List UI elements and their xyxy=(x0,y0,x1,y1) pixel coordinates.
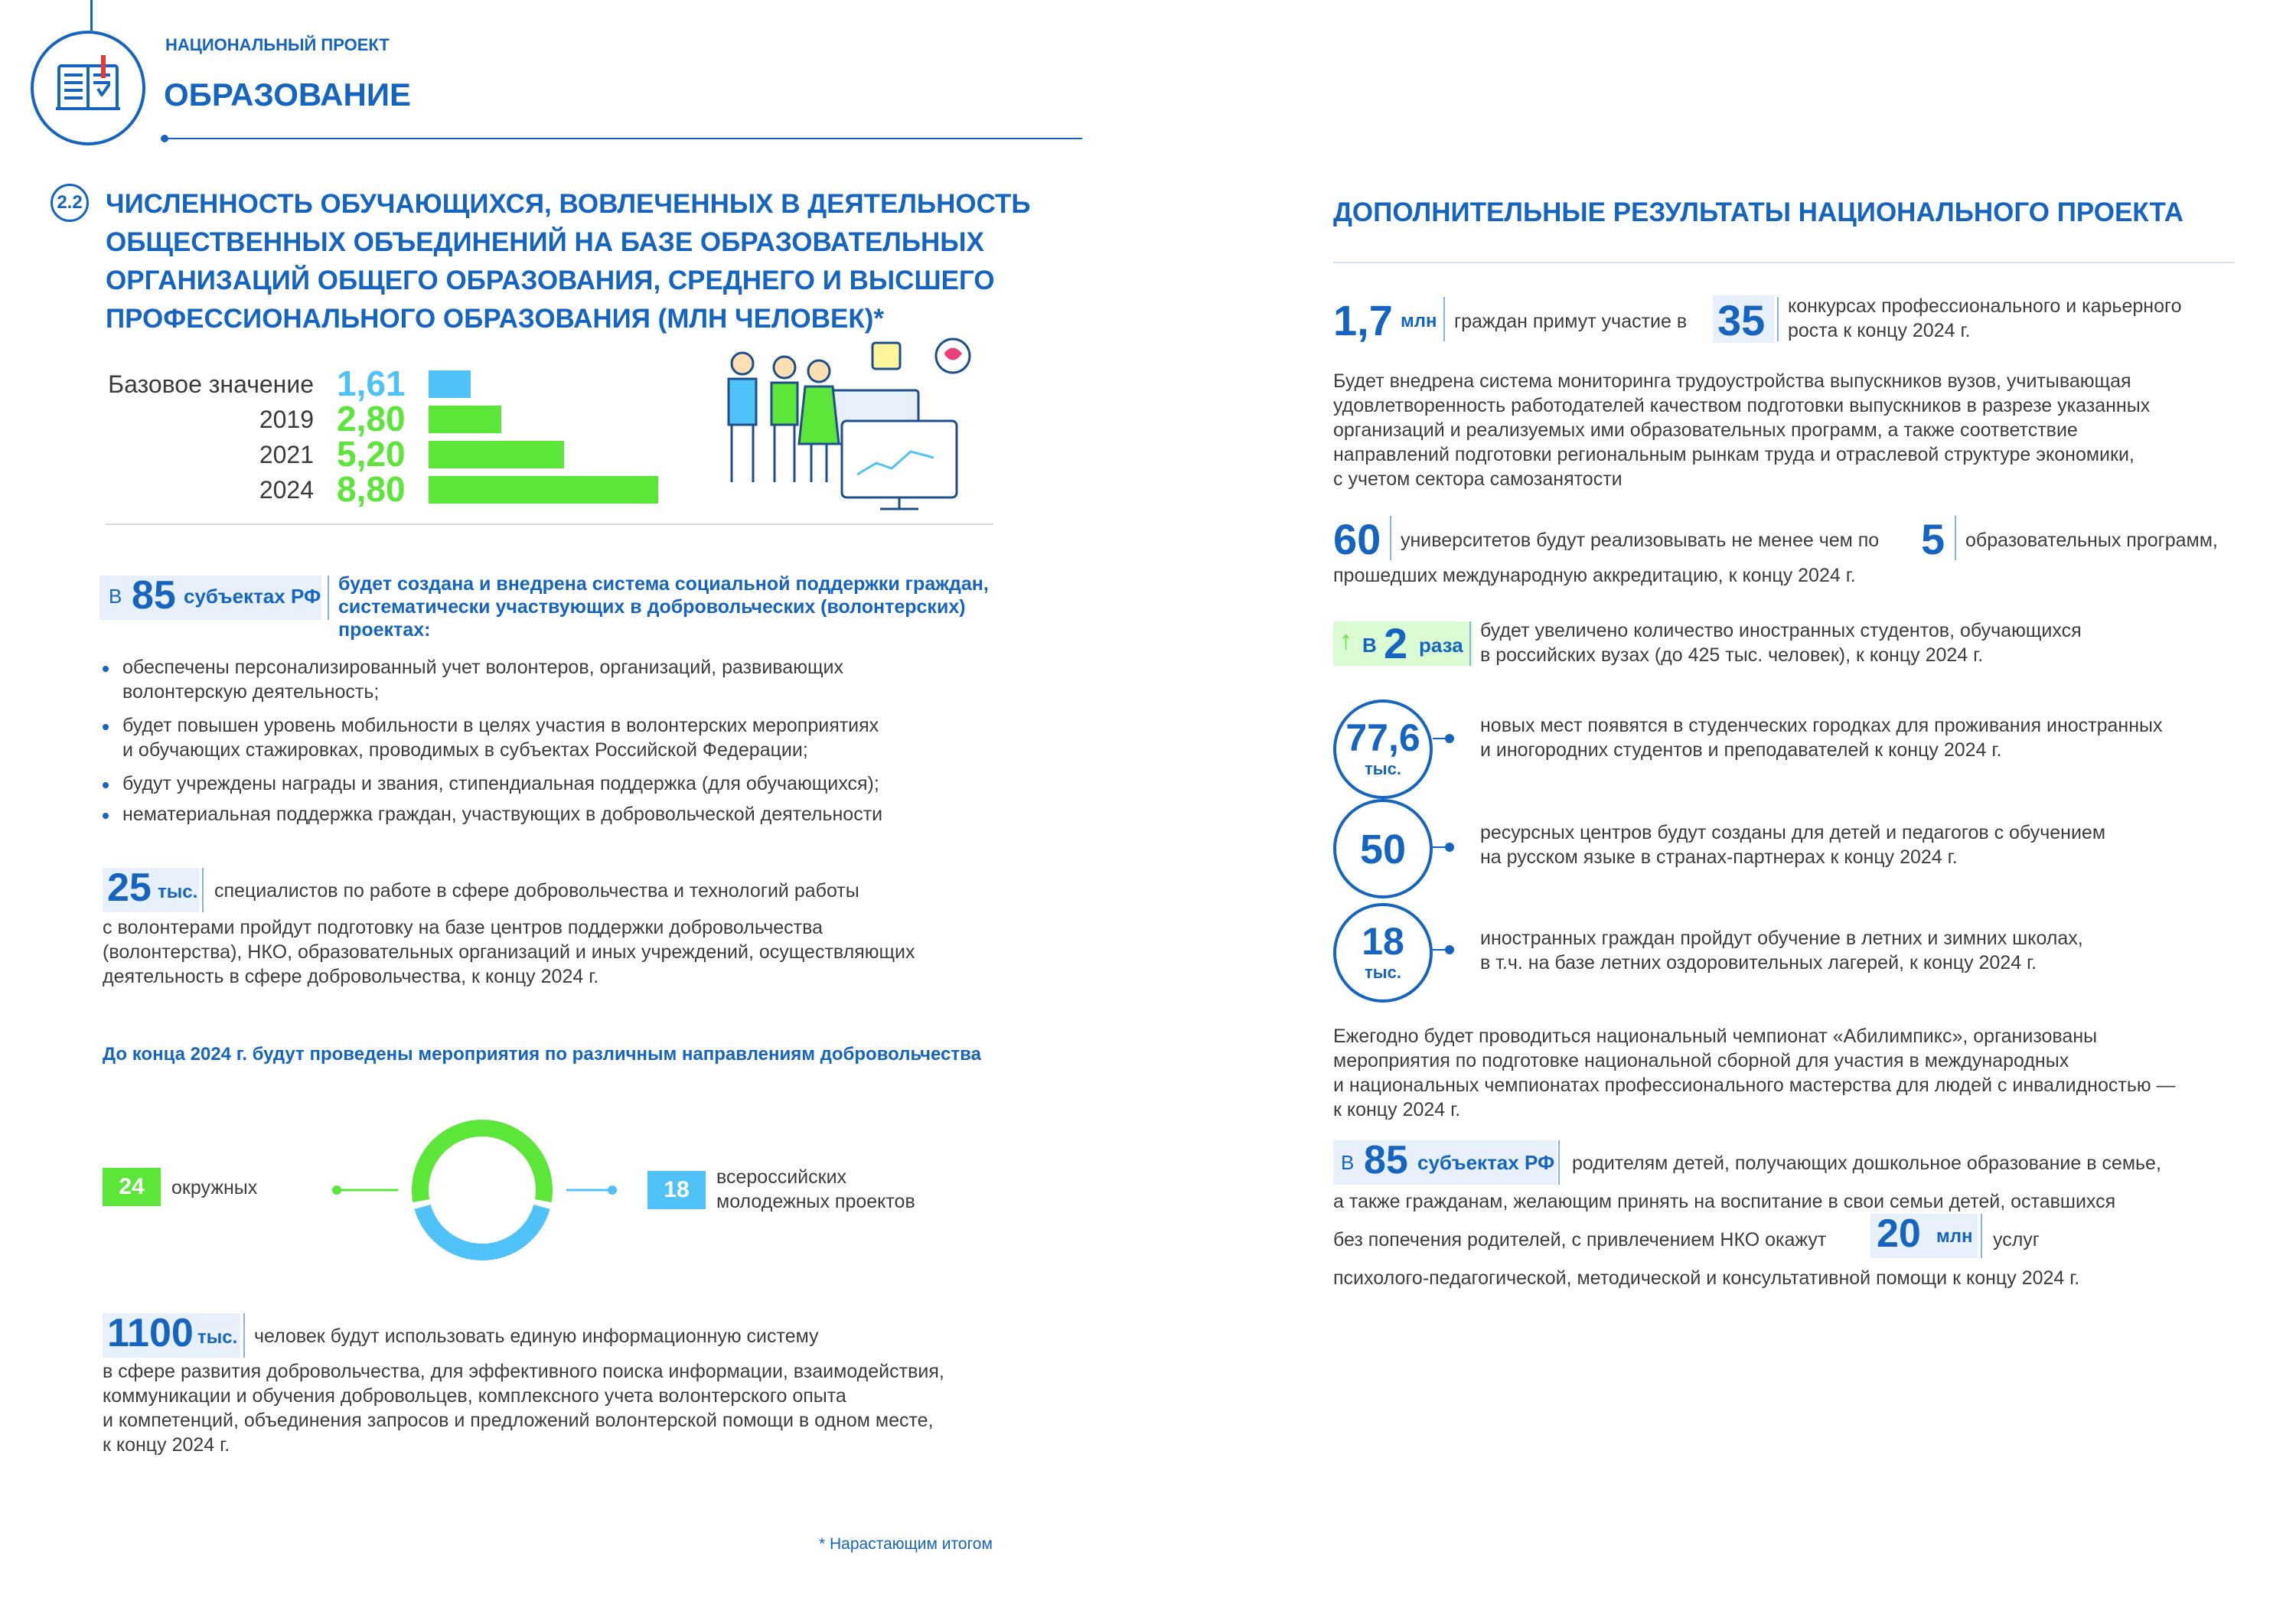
r1-description xyxy=(1788,294,2181,343)
bullet-text: и обучающих стажировках, проводимых в субъектах Российской Федерации; xyxy=(122,739,808,761)
monitoring-line: удовлетворенность работодателей качеством подготовки выпускников в разрезе указанных xyxy=(1333,395,2151,416)
section-title-line: ОБЩЕСТВЕННЫХ ОБЪЕДИНЕНИЙ НА БАЗЕ ОБРАЗОВАТЕЛЬНЫХ xyxy=(106,227,984,257)
bullet-dot xyxy=(103,813,109,819)
bar-category-label: 2024 xyxy=(259,476,314,504)
circle-description xyxy=(1480,713,2163,762)
bar-value-label: 5,20 xyxy=(337,434,406,474)
specialists-line: деятельность в сфере добровольчества, к концу 2024 г. xyxy=(103,966,599,987)
donut-slice-national xyxy=(414,1205,550,1260)
users-line: к концу 2024 г. xyxy=(103,1434,230,1456)
monitoring-line: Будет внедрена система мониторинга трудоустройства выпускников вузов, учитывающая xyxy=(1333,370,2131,392)
r2-text2: образовательных программ, xyxy=(1965,530,2218,551)
bar-value-label: 1,61 xyxy=(337,364,406,403)
subjects-description-line: будет создана и внедрена система социальной поддержки граждан, xyxy=(338,573,989,595)
bullet-text: будет повышен уровень мобильности в целях участия в волонтерских мероприятиях xyxy=(122,715,879,736)
r1-text: граждан примут участие в xyxy=(1454,311,1688,332)
separator xyxy=(1955,516,1956,560)
bullet-item: будут учреждены награды и звания, стипендиальная поддержка (для обучающихся); xyxy=(122,773,879,794)
r3-description xyxy=(1480,618,2082,667)
up-arrow-icon: ↑ xyxy=(1339,626,1352,655)
r4-unit2: млн xyxy=(1936,1226,1973,1247)
separator xyxy=(1469,621,1471,666)
circle-line: иностранных граждан пройдут обучение в летних и зимних школах, xyxy=(1480,928,2083,949)
specialists-description xyxy=(103,915,915,989)
r4-prefix: В xyxy=(1341,1151,1355,1174)
section-title-line: ЧИСЛЕННОСТЬ ОБУЧАЮЩИХСЯ, ВОВЛЕЧЕННЫХ В ДЕЯТЕЛЬНОСТЬ xyxy=(106,189,1031,219)
r1-line: роста к концу 2024 г. xyxy=(1788,320,1971,341)
r4-line2: а также гражданам, желающим принять на воспитание в свои семьи детей, оставшихся xyxy=(1333,1191,2116,1212)
users-first-line: человек будут использовать единую информационную систему xyxy=(254,1326,819,1347)
users-number: 1100 xyxy=(107,1311,194,1355)
section-number-badge: 2.2 xyxy=(51,184,89,222)
abilympics-line: мероприятия по подготовке национальной сборной для участия в международных xyxy=(1333,1050,2069,1071)
users-line: в сфере развития добровольчества, для эффективного поиска информации, взаимодействия, xyxy=(103,1361,944,1382)
separator xyxy=(1558,1140,1560,1185)
bar-category-label: Базовое значение xyxy=(108,370,314,398)
r3-unit: раза xyxy=(1419,634,1463,657)
bar-value-label: 8,80 xyxy=(337,469,406,509)
connector-dot xyxy=(1445,945,1454,954)
users-unit: тыс. xyxy=(197,1327,238,1348)
connector-dot xyxy=(1445,843,1454,852)
r4-line3-end: услуг xyxy=(1993,1229,2040,1251)
subjects-description xyxy=(338,572,989,641)
specialists-number: 25 xyxy=(107,866,152,910)
circle-description xyxy=(1480,926,2083,975)
r2-number2: 5 xyxy=(1921,515,1945,563)
r4-first-line: родителям детей, получающих дошкольное образование в семье, xyxy=(1572,1153,2161,1174)
chart-divider xyxy=(106,523,993,525)
section-title xyxy=(106,185,1031,338)
r1-unit: млн xyxy=(1401,311,1437,331)
donut-slice-regional xyxy=(412,1120,553,1202)
circle-line: ресурсных центров будут созданы для детей и педагогов с обучением xyxy=(1480,822,2106,843)
circle-badge xyxy=(1333,700,1433,799)
bar-base xyxy=(429,370,471,398)
monitoring-line: направлений подготовки региональным рынкам труда и отраслевой структуре экономики, xyxy=(1333,444,2135,465)
bar-category-label: 2021 xyxy=(259,441,314,468)
subjects-description-line: систематически участвующих в добровольческих (волонтерских) xyxy=(338,596,966,618)
monitoring-line: организаций и реализуемых ими образовательных программ, а также соответствие xyxy=(1333,419,2078,441)
specialists-first-line: специалистов по работе в сфере добровольчества и технологий работы xyxy=(214,880,859,902)
abilympics-text xyxy=(1333,1024,2176,1122)
header-divider xyxy=(164,138,1082,139)
circle-unit: тыс. xyxy=(1365,963,1401,982)
bullet-item: нематериальная поддержка граждан, участвующих в добровольческой деятельности xyxy=(122,804,883,825)
separator xyxy=(328,576,329,620)
monitoring-line: с учетом сектора самозанятости xyxy=(1333,468,1623,490)
users-description xyxy=(103,1359,944,1457)
section-title-line: ПРОФЕССИОНАЛЬНОГО ОБРАЗОВАНИЯ (МЛН ЧЕЛОВЕК)* xyxy=(106,304,885,334)
r2-number: 60 xyxy=(1333,515,1381,563)
circle-badge xyxy=(1333,799,1433,898)
header-divider-dot xyxy=(161,135,168,142)
open-book-icon xyxy=(34,34,142,142)
separator xyxy=(1390,516,1391,560)
bar-value-label: 2,80 xyxy=(337,399,406,439)
subjects-prefix: В xyxy=(109,585,122,608)
circle-unit: тыс. xyxy=(1365,759,1401,778)
circle-line: новых мест появятся в студенческих городках для проживания иностранных xyxy=(1480,715,2163,736)
users-line: и компетенций, объединения запросов и предложений волонтерской помощи в одном месте, xyxy=(103,1410,934,1431)
abilympics-line: Ежегодно будет проводиться национальный чемпионат «Абилимпикс», организованы xyxy=(1333,1026,2098,1047)
header-emblem xyxy=(31,31,145,145)
subjects-number: 85 xyxy=(132,573,176,618)
r4-number: 85 xyxy=(1364,1138,1408,1182)
slice-value-national: 18 xyxy=(647,1171,706,1209)
circle-line: и иногородних студентов и преподавателей к концу 2024 г. xyxy=(1480,739,2002,761)
bullet-item xyxy=(122,655,843,704)
circle-number: 50 xyxy=(1359,827,1407,872)
circle-number: 77,6 xyxy=(1345,716,1420,759)
r3-prefix: В xyxy=(1362,634,1377,657)
r4-number2: 20 xyxy=(1877,1212,1921,1256)
abilympics-line: к концу 2024 г. xyxy=(1333,1099,1461,1120)
r1-number: 1,7 xyxy=(1333,296,1393,344)
section-title-line: ОРГАНИЗАЦИЙ ОБЩЕГО ОБРАЗОВАНИЯ, СРЕДНЕГО И ВЫСШЕГО xyxy=(106,266,995,295)
leader-dot-national xyxy=(608,1185,617,1195)
circle-line: на русском языке в странах-партнерах к концу 2024 г. xyxy=(1480,846,1958,868)
separator xyxy=(243,1313,245,1358)
subjects-unit: субъектах РФ xyxy=(184,585,321,608)
separator xyxy=(1981,1214,1982,1258)
bullet-text: волонтерскую деятельность; xyxy=(122,681,380,703)
separator xyxy=(1777,297,1779,341)
bullet-dot xyxy=(103,666,109,672)
right-divider xyxy=(1333,262,2235,263)
r3-line: в российских вузах (до 425 тыс. человек), к концу 2024 г. xyxy=(1480,644,1984,666)
abilympics-line: и национальных чемпионатах профессионального мастерства для людей с инвалидностью — xyxy=(1333,1075,2176,1096)
r4-line3-start: без попечения родителей, с привлечением НКО окажут xyxy=(1333,1229,1827,1251)
r2-line2: прошедших международную аккредитацию, к концу 2024 г. xyxy=(1333,565,1856,586)
slice-label-line: всероссийских xyxy=(716,1166,847,1188)
bar-2019 xyxy=(429,406,501,433)
slice-label-line: молодежных проектов xyxy=(716,1191,915,1212)
slice-value-regional: 24 xyxy=(103,1168,161,1206)
specialists-line: с волонтерами пройдут подготовку на базе центров поддержки добровольчества xyxy=(103,917,823,938)
bar-category-label: 2019 xyxy=(259,406,314,433)
right-title: ДОПОЛНИТЕЛЬНЫЕ РЕЗУЛЬТАТЫ НАЦИОНАЛЬНОГО ПРОЕКТА xyxy=(1333,197,2183,227)
bullet-item xyxy=(122,713,879,762)
subjects-description-line: проектах: xyxy=(338,619,431,641)
students-illustration xyxy=(712,337,1003,513)
header-accent-line xyxy=(90,0,93,31)
bullet-text: обеспечены персонализированный учет волонтеров, организаций, развивающих xyxy=(122,657,843,678)
circle-number: 18 xyxy=(1362,920,1404,963)
bar-2021 xyxy=(429,441,564,468)
separator xyxy=(202,868,204,912)
bullet-dot xyxy=(103,782,109,788)
leader-dot-regional xyxy=(332,1185,341,1195)
footnote: * Нарастающим итогом xyxy=(819,1535,993,1553)
r4-line4: психолого-педагогической, методической и консультативной помощи к концу 2024 г. xyxy=(1333,1267,2080,1289)
bullet-dot xyxy=(103,724,109,730)
specialists-line: (волонтерства), НКО, образовательных организаций и иных учреждений, осуществляющих xyxy=(103,941,915,963)
specialists-unit: тыс. xyxy=(158,882,198,902)
events-heading: До конца 2024 г. будут проведены мероприятия по различным направлениям добровольчества xyxy=(103,1044,981,1065)
r1-line: конкурсах профессионального и карьерного xyxy=(1788,295,2182,317)
separator xyxy=(1443,297,1445,341)
r1-number2: 35 xyxy=(1717,296,1766,344)
slice-label-national xyxy=(716,1165,915,1214)
circle-description xyxy=(1480,820,2105,869)
r2-text: университетов будут реализовывать не менее чем по xyxy=(1401,530,1880,551)
bar-2024 xyxy=(429,476,658,504)
users-line: коммуникации и обучения добровольцев, комплексного учета волонтерского опыта xyxy=(103,1385,846,1407)
connector-dot xyxy=(1445,734,1454,743)
header-supertitle: НАЦИОНАЛЬНЫЙ ПРОЕКТ xyxy=(165,35,390,54)
events-donut-chart xyxy=(329,1102,635,1286)
r3-number: 2 xyxy=(1384,619,1408,667)
r4-unit: субъектах РФ xyxy=(1417,1151,1555,1174)
slice-label-regional: окружных xyxy=(171,1177,258,1198)
circle-line: в т.ч. на базе летних оздоровительных лагерей, к концу 2024 г. xyxy=(1480,952,2037,973)
circle-badge xyxy=(1333,903,1433,1003)
monitoring-text xyxy=(1333,369,2150,491)
header-title: ОБРАЗОВАНИЕ xyxy=(164,77,412,113)
r3-line: будет увеличено количество иностранных студентов, обучающихся xyxy=(1480,620,2082,641)
